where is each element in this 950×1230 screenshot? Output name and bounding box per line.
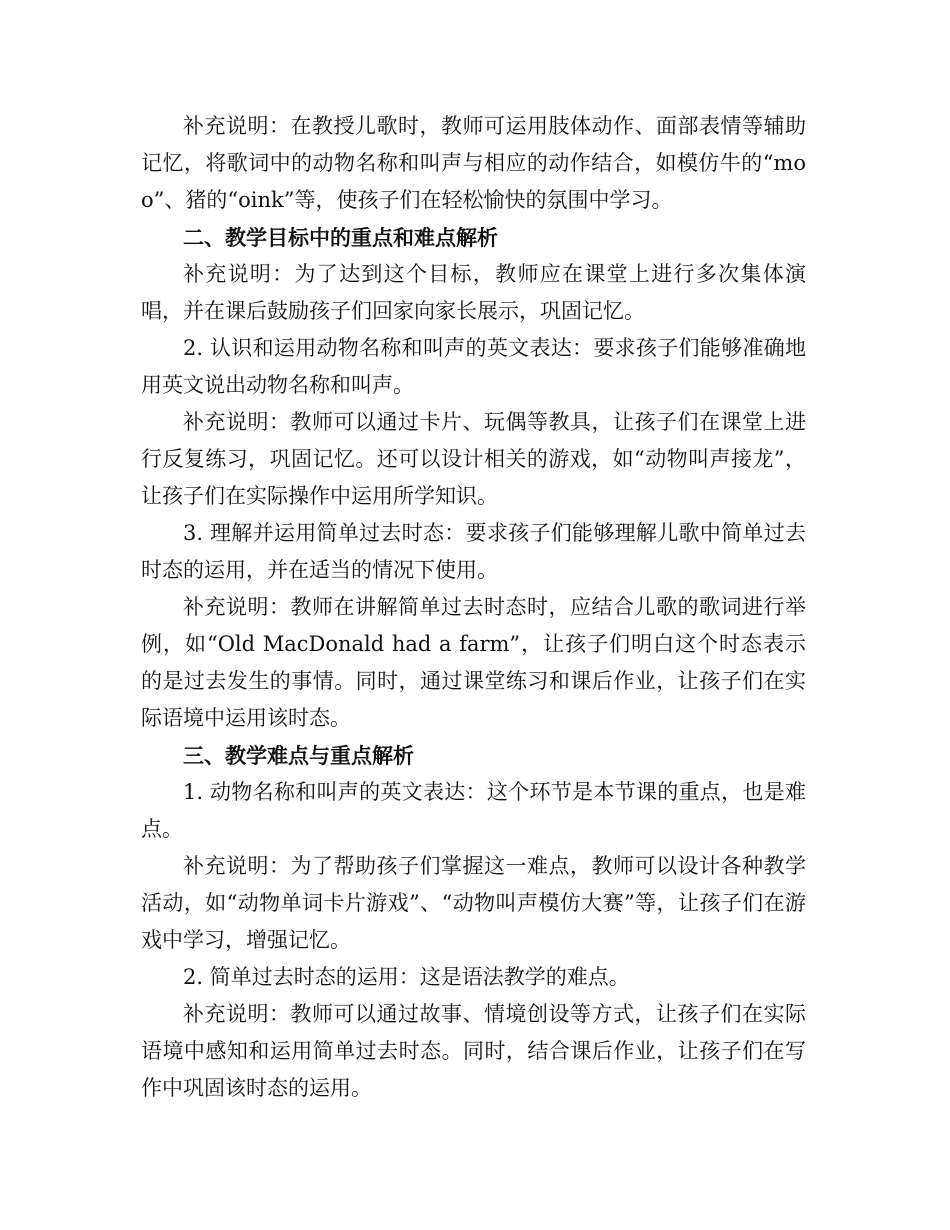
paragraph-item-3: 3. 理解并运用简单过去时态：要求孩子们能够理解儿歌中简单过去时态的运用，并在适当的情况下使用。: [141, 521, 806, 582]
paragraph-supplement-2: 补充说明：为了达到这个目标，教师应在课堂上进行多次集体演唱，并在课后鼓励孩子们回家向家长展示，巩固记忆。: [141, 262, 806, 323]
paragraph-difficulty-2: 2. 简单过去时态的运用：这是语法教学的难点。: [183, 965, 630, 989]
paragraph-difficulty-1: 1. 动物名称和叫声的英文表达：这个环节是本节课的重点，也是难点。: [141, 780, 806, 841]
document-body: [141, 108, 806, 1107]
paragraph-supplement-4: 补充说明：教师在讲解简单过去时态时，应结合儿歌的歌词进行举例，如“Old MacDonald had a farm”，让孩子们明白这个时态表示的是过去发生的事情。同时，通过课堂练习和课后作业，让孩子们在实际语境中运用该时态。: [141, 595, 806, 730]
paragraph-supplement-1: 补充说明：在教授儿歌时，教师可运用肢体动作、面部表情等辅助记忆，将歌词中的动物名称和叫声与相应的动作结合，如模仿牛的“moo”、猪的“oink”等，使孩子们在轻松愉快的氛围中学习。: [141, 114, 806, 212]
paragraph-supplement-5: 补充说明：为了帮助孩子们掌握这一难点，教师可以设计各种教学活动，如“动物单词卡片游戏”、“动物叫声模仿大赛”等，让孩子们在游戏中学习，增强记忆。: [141, 854, 806, 952]
paragraph-item-2: 2. 认识和运用动物名称和叫声的英文表达：要求孩子们能够准确地用英文说出动物名称和叫声。: [141, 336, 806, 397]
paragraph-supplement-6: 补充说明：教师可以通过故事、情境创设等方式，让孩子们在实际语境中感知和运用简单过去时态。同时，结合课后作业，让孩子们在写作中巩固该时态的运用。: [141, 1002, 806, 1100]
paragraph-supplement-3: 补充说明：教师可以通过卡片、玩偶等教具，让孩子们在课堂上进行反复练习，巩固记忆。还可以设计相关的游戏，如“动物叫声接龙”，让孩子们在实际操作中运用所学知识。: [141, 410, 806, 508]
section-heading-2: 二、教学目标中的重点和难点解析: [183, 225, 498, 250]
section-heading-3: 三、教学难点与重点解析: [183, 743, 414, 768]
